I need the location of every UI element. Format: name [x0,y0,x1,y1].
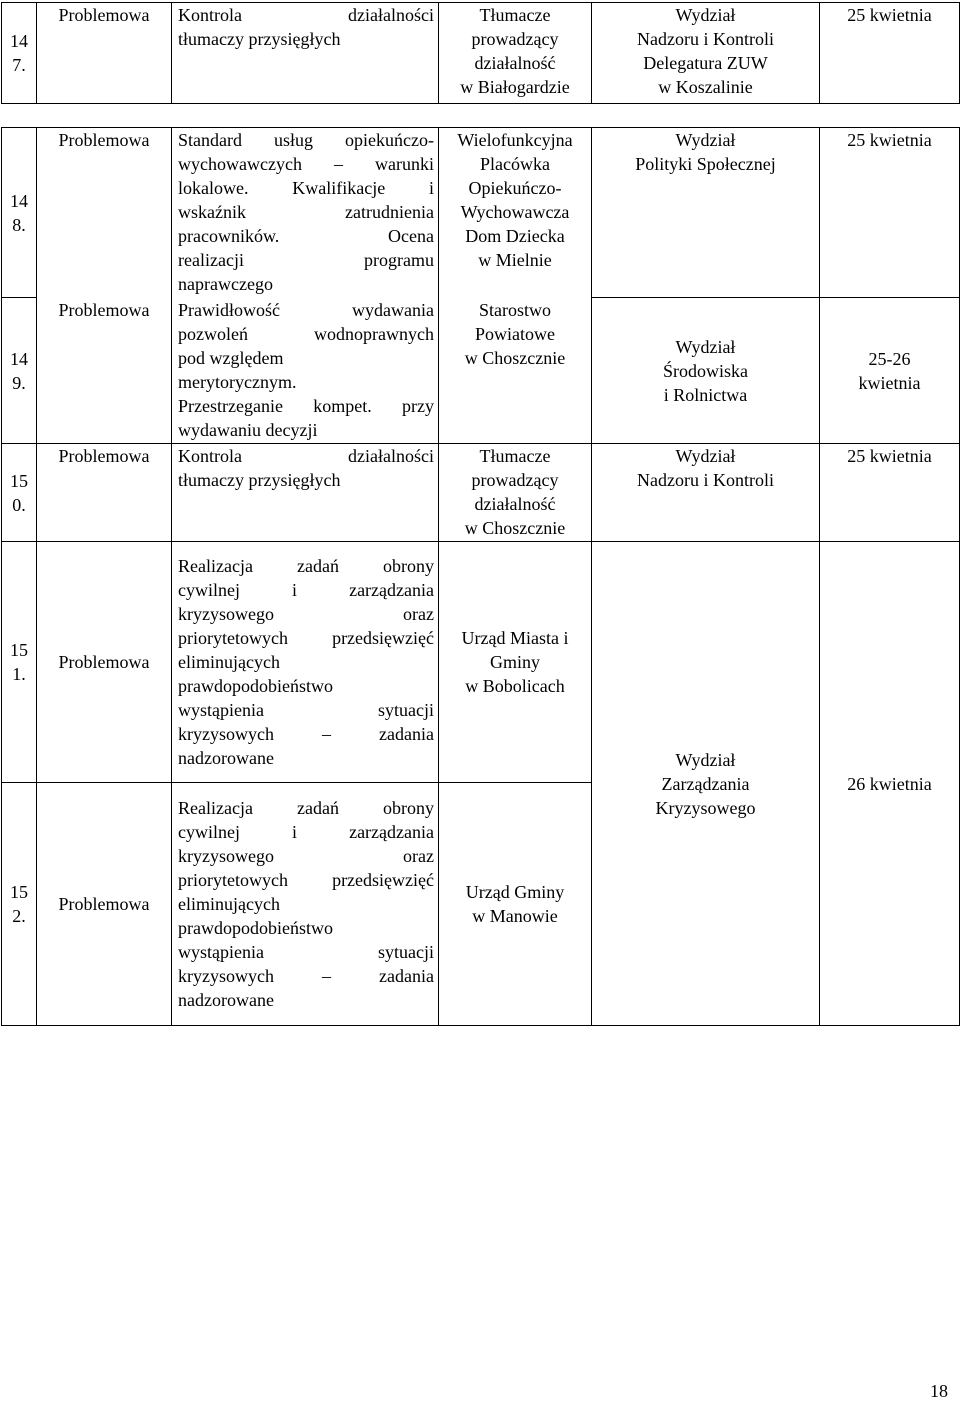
control-type: Problemowa [37,444,172,542]
page-number: 18 [930,1381,948,1401]
inspection-plan-table [1,2,960,1026]
table-row [2,128,960,298]
responsible-department: Wydział Nadzoru i Kontroli [592,444,820,542]
responsible-department: Wydział Środowiska i Rolnictwa [592,298,820,444]
control-subject: Realizacja zadań obrony cywilnej i zarządzania kryzysowego oraz priorytetowych przedsięwzięć eliminujących prawdopodobieństwo wystąpienia sytuacji kryzysowych – zadania nadzorowane [172,542,439,783]
table-row [2,542,960,783]
controlled-unit: Tłumacze prowadzący działalność w Białogardzie [439,3,592,104]
control-subject: Kontrola działalności tłumaczy przysięgłych [172,444,439,542]
responsible-department: Wydział Polityki Społecznej [592,128,820,298]
controlled-unit: Urząd Miasta i Gminy w Bobolicach [439,542,592,783]
control-date: 26 kwietnia [820,542,960,1026]
control-subject: Standard usług opiekuńczo- wychowawczych – warunki lokalowe. Kwalifikacje i wskaźnik zatrudnienia pracowników. Ocena realizacji programu naprawczego [172,128,439,298]
control-type: Problemowa [37,298,172,444]
control-date: 25 kwietnia [820,444,960,542]
control-type: Problemowa [37,542,172,783]
control-date: 25 kwietnia [820,3,960,104]
row-number: 15 1. [2,542,37,783]
table-row [2,3,960,104]
control-type: Problemowa [37,783,172,1026]
table-row [2,444,960,542]
control-type: Problemowa [37,3,172,104]
control-subject: Prawidłowość wydawania pozwoleń wodnoprawnych pod względem merytorycznym. Przestrzeganie kompet. przy wydawaniu decyzji [172,298,439,444]
row-number: 14 8. [2,128,37,298]
controlled-unit: Wielofunkcyjna Placówka Opiekuńczo- Wychowawcza Dom Dziecka w Mielnie [439,128,592,298]
responsible-department: Wydział Zarządzania Kryzysowego [592,542,820,1026]
row-number: 15 2. [2,783,37,1026]
controlled-unit: Tłumacze prowadzący działalność w Choszcznie [439,444,592,542]
row-number: 14 7. [2,3,37,104]
controlled-unit: Urząd Gminy w Manowie [439,783,592,1026]
controlled-unit: Starostwo Powiatowe w Choszcznie [439,298,592,444]
row-number: 15 0. [2,444,37,542]
control-subject: Kontrola działalności tłumaczy przysięgłych [172,3,439,104]
table-row [2,298,960,444]
control-type: Problemowa [37,128,172,298]
control-date: 25-26 kwietnia [820,298,960,444]
control-date: 25 kwietnia [820,128,960,298]
responsible-department: Wydział Nadzoru i Kontroli Delegatura ZUW w Koszalinie [592,3,820,104]
control-subject: Realizacja zadań obrony cywilnej i zarządzania kryzysowego oraz priorytetowych przedsięwzięć eliminujących prawdopodobieństwo wystąpienia sytuacji kryzysowych – zadania nadzorowane [172,783,439,1026]
row-number: 14 9. [2,298,37,444]
